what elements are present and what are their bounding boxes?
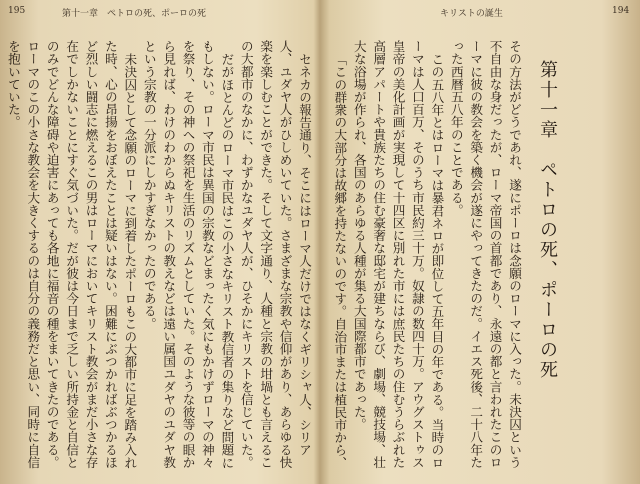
right-body-text: [332, 40, 524, 476]
left-paragraph: セネカの報告通り、そこにはローマ人だけではなくギリシャ人、シリア人、ユダヤ人がひしめいていた。さまざまな宗教や信仰があり、あらゆる快楽を楽しむことができた。そして文字通り、人種と宗教の坩堝とも言えるこの大都市のなかに、わずかなユダヤ人が、ひそかにキリストを信じていた。: [238, 40, 312, 469]
left-paragraph: 未決囚として念願のローマに到着したポーロもこの大都市に足を踏み入れた時、心の昂揚をおぼえたことは疑いはない。困難にぶつかればぶつかるほど烈しい闘志に燃えるこの男はローマにおいてキリスト教会がまだ小さな存在でしかないことにすぐ気づいた。だが彼は今日まで乏しい所持金と自信とのみでどんな障碍や迫害にあっても各地に福音の種をまいてきたのである。ローマのこの小さな教会を大きくするのは自分の義務だと思い、同時に自信を抱いていた。: [6, 40, 138, 469]
right-page-number: 194: [612, 6, 630, 16]
right-running-head: キリストの誕生: [440, 9, 503, 19]
quote-text: 「この群衆の大部分は故郷を持たないのです。自治市または植民市から、: [332, 52, 348, 469]
left-running-head: 第十一章 ペトロの死、ポーロの死: [62, 9, 207, 19]
left-page-number: 195: [8, 6, 26, 16]
left-body-text: [6, 40, 314, 476]
right-paragraph: [332, 40, 349, 476]
chapter-title: 第十一章 ペトロの死、ポーロの死: [537, 60, 558, 380]
right-paragraph: その方法がどうであれ、遂にポーロは念願のローマに入った。未決囚という不自由な身だったが、ローマ帝国の首都であり、永遠の都と言われたこのローマに彼の教会を築く機会が遂にやってきたのだ。イエス死後、二十八年たった西暦五八年のことである。: [448, 40, 522, 469]
right-paragraph: この五八年とはローマは暴君ネロが即位して五年目の年である。当時のローマは人口百万、そのうち市民約三十万。奴隷の数四十万。アウグストゥス皇帝の美化計画が実現して十四区に別れた市には庶民たちの住むうらぶれた高層アパートや貴族たちの住む豪奢な邸宅が建ちならび、劇場、競技場、壮大な浴場が作られ、各国のあらゆる人種が集る大国際都市であった。: [351, 40, 445, 469]
left-paragraph: だがほとんどのローマ市民はこの小さなキリスト教信者の集りなど問題にもしない。ローマ市民は異国の宗教などまったく気にもかけずローマの神々を祭り、その神への祭祀を生活のリズムとしていた。そのような彼等の眼から見れば、わけのわからぬキリストの教えなどは遠い属国ユダヤのユダヤ教という宗教の一分派にしかすぎなかったのである。: [141, 40, 235, 469]
right-page: [320, 0, 640, 484]
